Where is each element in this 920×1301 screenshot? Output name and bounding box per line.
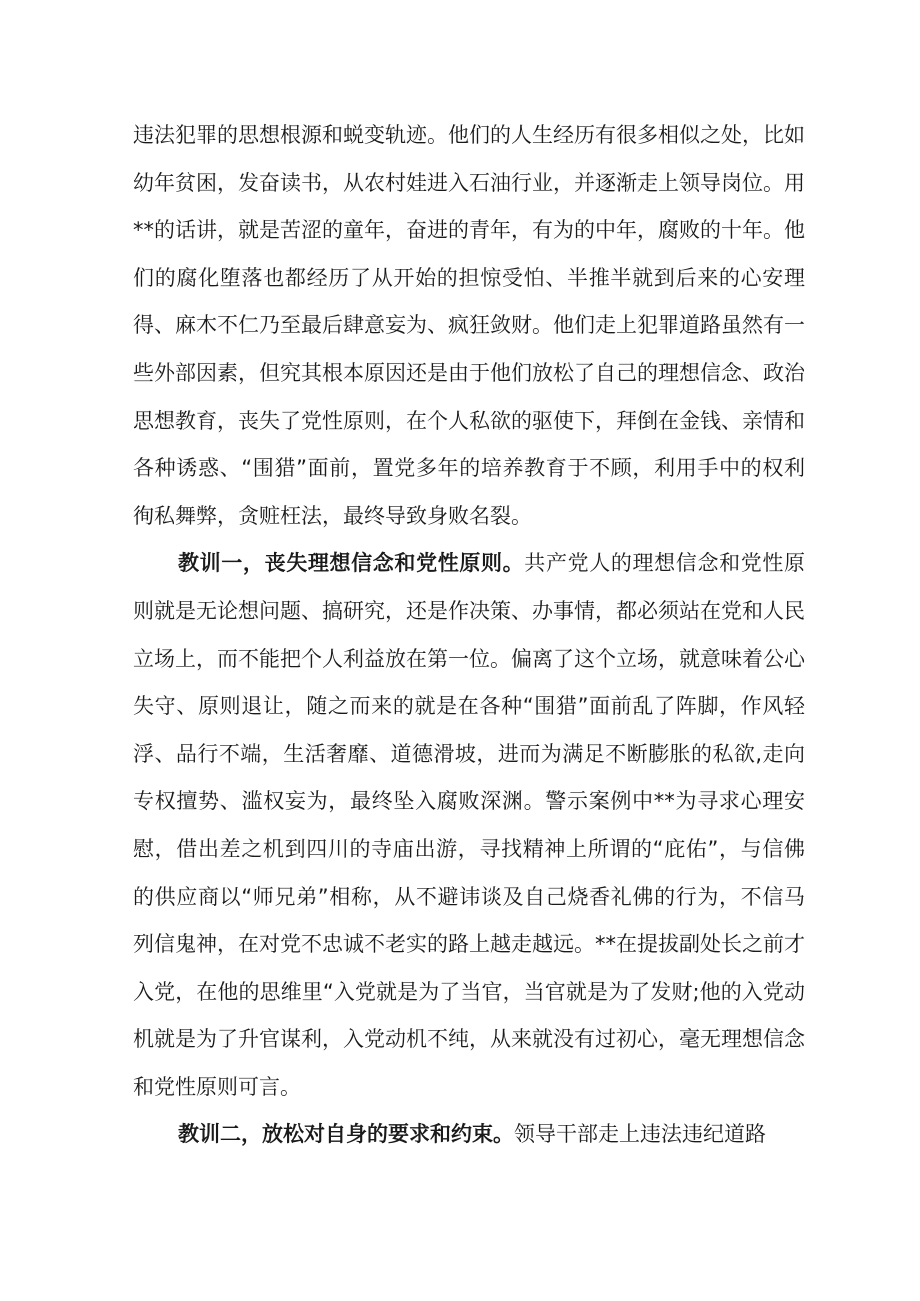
paragraph-3 [133,1111,805,1159]
paragraph-1 [133,112,805,540]
paragraph-3-lead: 教训二，放松对自身的要求和约束。 [178,1122,514,1147]
paragraph-2-lead: 教训一，丧失理想信念和党性原则。 [178,551,525,576]
paragraph-1-text: 违法犯罪的思想根源和蜕变轨迹。他们的人生经历有很多相似之处，比如幼年贫困，发奋读书，从农村娃进入石油行业，并逐渐走上领导岗位。用**的话讲，就是苦涩的童年，奋进的青年，有为的中年，腐败的十年。他们的腐化堕落也都经历了从开始的担惊受怕、半推半就到后来的心安理得、麻木不仁乃至最后肆意妄为、疯狂敛财。他们走上犯罪道路虽然有一些外部因素，但究其根本原因还是由于他们放松了自己的理想信念、政治思想教育，丧失了党性原则，在个人私欲的驱使下，拜倒在金钱、亲情和各种诱惑、“围猎”面前，置党多年的培养教育于不顾，利用手中的权利徇私舞弊，贪赃枉法，最终导致身败名裂。 [133,123,805,528]
document-body [133,112,805,1159]
paragraph-2 [133,540,805,1111]
paragraph-2-body: 共产党人的理想信念和党性原则就是无论想问题、搞研究，还是作决策、办事情，都必须站在党和人民立场上，而不能把个人利益放在第一位。偏离了这个立场，就意味着公心失守、原则退让，随之而来的就是在各种“围猎”面前乱了阵脚，作风轻浮、品行不端，生活奢靡、道德滑坡，进而为满足不断膨胀的私欲,走向专权擅势、滥权妄为，最终坠入腐败深渊。警示案例中**为寻求心理安慰，借出差之机到四川的寺庙出游，寻找精神上所谓的“庇佑”，与信佛的供应商以“师兄弟”相称，从不避讳谈及自己烧香礼佛的行为，不信马列信鬼神，在对党不忠诚不老实的路上越走越远。**在提拔副处长之前才入党，在他的思维里“入党就是为了当官，当官就是为了发财;他的入党动机就是为了升官谋利，入党动机不纯，从来就没有过初心，毫无理想信念和党性原则可言。 [133,551,806,1099]
paragraph-3-body: 领导干部走上违法违纪道路 [514,1122,766,1147]
